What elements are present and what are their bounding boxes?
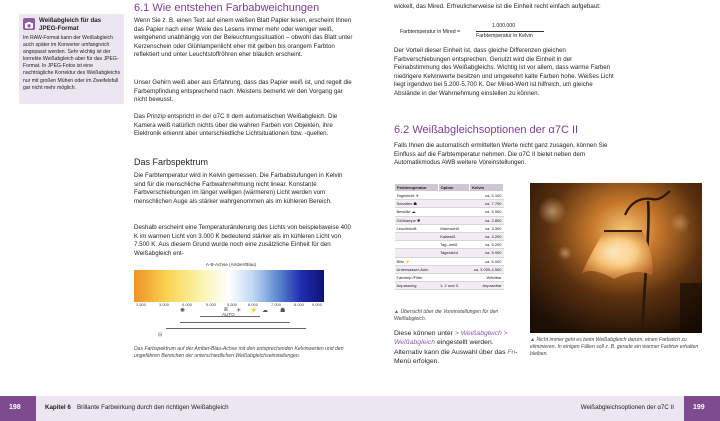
table-header: Option <box>438 184 470 192</box>
lamp-photo <box>530 183 702 333</box>
table-cell: Wählbar <box>470 273 504 281</box>
section-title-6-1: 6.1 Wie entstehen Farbabweichungen <box>134 2 320 14</box>
menu-instruction-paragraph <box>394 329 518 367</box>
sidebar-box <box>19 14 124 104</box>
running-title: Weißabgleichsoptionen der α7C II <box>580 404 674 411</box>
chapter-label: Kapitel 6 <box>45 404 71 411</box>
paragraph <box>394 3 616 12</box>
mired-intro: wickelt, das Mired. Erfreulicherweise ist die Einheit recht einfach aufgebaut: <box>394 3 601 10</box>
left-page-number: 198 <box>9 404 21 411</box>
table-cell: ca. 5.100 <box>470 192 504 200</box>
right-footer <box>360 396 684 421</box>
cloud-icon: ☁ <box>262 308 268 314</box>
sun-icon: ☀ <box>236 308 242 314</box>
table-cell: Tageslicht <box>438 249 470 257</box>
table-cell: Tag.-weiß <box>438 241 470 249</box>
tick-label: 5.000 <box>206 302 217 307</box>
custom-icon: ⊟ <box>158 332 163 338</box>
table-cell: ca. 5.900 <box>470 208 504 216</box>
table-cell: ca. 6.000 <box>470 257 504 265</box>
table-cell <box>438 273 470 281</box>
table-header-row <box>395 184 504 192</box>
left-page-number-box <box>0 396 36 421</box>
table-cell: Unterwasser-Auto <box>395 265 439 273</box>
table-row <box>395 241 504 249</box>
table-row <box>395 232 504 240</box>
table-cell <box>395 232 439 240</box>
table-cell: ca. 5.900 <box>470 249 504 257</box>
custom-range-bar <box>166 328 306 329</box>
table-cell: Farbtmp./Filter <box>395 273 439 281</box>
chapter-title: Brillante Farbwirkung durch den richtigen Weißabgleich <box>77 404 229 411</box>
section-title-6-2: 6.2 Weißabgleichsoptionen der α7C II <box>394 124 579 136</box>
mired-formula <box>400 23 550 43</box>
table-row <box>395 265 504 273</box>
table-cell: ca. 2.800 <box>470 216 504 224</box>
table-cell <box>395 241 439 249</box>
table-cell: ca. 3.000-4.500 <box>470 265 504 273</box>
tick-label: 4.000 <box>182 302 193 307</box>
subheading-farbspektrum: Das Farbspektrum <box>134 157 209 167</box>
text-span: eingestellt werden. Alternativ kann die Auswahl über das <box>394 339 506 356</box>
table-cell: Leuchtstoff: <box>395 224 439 232</box>
figure-caption: Das Farbspektrum auf der Amber-Blau-Achse mit den entsprechenden Kelvinwerten und den ungefähren Bereichen der unterschiedlichen Weißabgleichseinstellungen. <box>134 346 344 359</box>
left-footer <box>36 396 360 421</box>
wb-icons-row <box>180 307 300 315</box>
table-row <box>395 249 504 257</box>
table-cell: 1, 2 und 3. <box>438 282 470 290</box>
table-cell: Glühlampe ✺ <box>395 216 439 224</box>
table-cell <box>438 192 470 200</box>
paragraph: Falls Ihnen die automatisch ermittelten Werte nicht ganz zusagen, können Sie Einfluss auf die Farbtemperatur nehmen. Die α7C II bietet neben dem Automatikmodus AWB weitere Voreinstellungen. <box>394 142 608 167</box>
text-span: Diese können unter <box>394 330 453 337</box>
color-spectrum-bar <box>134 270 324 302</box>
table-cell: ca. 4.200 <box>470 232 504 240</box>
photo-caption: ▲ Nicht immer geht es beim Weißabgleich darum, einen Farbstich zu eliminieren. In einigen Fällen soll z. B. gerade ein warmer Farbton erhalten bleiben. <box>530 337 699 357</box>
menu-path-link: Weißabgleich <box>394 339 436 347</box>
table-caption-text: Übersicht über die Voreinstellungen für den Weißabgleich. <box>394 309 499 322</box>
table-cell: ca. 7.700 <box>470 200 504 208</box>
table-row <box>395 224 504 232</box>
photo-caption-text: Nicht immer geht es beim Weißabgleich darum, einen Farbstich zu eliminieren. In einigen Fällen soll z. B. gerade ein warmer Farbton erhalten bleiben. <box>530 337 699 357</box>
auto-range-bar <box>180 322 290 323</box>
table-row <box>395 200 504 208</box>
wb-presets-table <box>394 183 504 290</box>
table-cell: Anpassung <box>395 282 439 290</box>
tick-label: 6.000 <box>248 302 259 307</box>
table-cell <box>438 265 470 273</box>
flash-icon: ⚡ <box>250 308 258 314</box>
table-cell: Blitz ⚡ <box>395 257 439 265</box>
table-row <box>395 257 504 265</box>
table-row <box>395 282 504 290</box>
table-cell: Schatten ☗ <box>395 200 439 208</box>
paragraph: Das Prinzip entspricht in der α7C II dem automatischen Weißabgleich. Die Kamera weiß natürlich nichts über die wahren Farben von Objekten, ihre Elektronik erkennt aber unterschiedliche Lichtsituationen bzw. -quellen. <box>134 113 338 138</box>
paragraph: Unser Gehirn weiß aber aus Erfahrung, dass das Papier weiß ist, und regelt die Farbempfindung entsprechend nach. Meistens bemerkt wir den Vorgang gar nicht bewusst. <box>134 79 352 104</box>
table-cell: Bewölkt ☁ <box>395 208 439 216</box>
table-cell <box>395 249 439 257</box>
table-header: Kelvin <box>470 184 504 192</box>
tick-label: 3.000 <box>159 302 170 307</box>
auto-label: AUTO <box>222 312 235 317</box>
table-cell: ca. 5.200 <box>470 241 504 249</box>
tick-label: 5.500 <box>227 302 238 307</box>
spectrum-axis-title: A-B-Achse (Amber/Blau) <box>205 262 257 267</box>
sidebar-title: Weißabgleich für das JPEG-Format <box>39 17 102 32</box>
right-page-number-box <box>684 396 720 421</box>
table-row <box>395 208 504 216</box>
tick-label: 8.000 <box>294 302 305 307</box>
table-header: Farbtemperatur <box>395 184 439 192</box>
paragraph: Deshalb erscheint eine Temperaturänderung des Lichts von beispielsweise 400 K im warmen Licht von 3.000 K bedeutend stärker als im kühleren Licht von 7.500 K. Aus diesem Grund wurde noch eine zusätzliche Einheit für den Weißabgleich ent- <box>134 224 351 257</box>
fluorescent-icon: ⧈ <box>224 307 228 313</box>
sidebar-text: Im RAW-Format kann der Weißabgleich auch später im Konverter umfangreich angepasst werden. Sehr wichtig ist der korrekte Weißabgleich aber für das JPEG-Format. In JPEG-Fotos ist eine nachträgliche Korrektur des Weißabgleichs nur mit großen Mühen oder im Zweifelsfall gar nicht mehr möglich. <box>23 35 121 91</box>
tick-label: 2.500 <box>136 302 147 307</box>
table-row <box>395 192 504 200</box>
fraction-line <box>476 31 544 32</box>
bulb-icon: ✺ <box>180 308 186 314</box>
formula-denominator: Farbtemperatur in Kelvin <box>476 33 533 39</box>
paragraph: Wenn Sie z. B. einen Text auf einem weißen Blatt Papier lesen, erscheint Ihnen das Papier nach einer Weile des Lesens immer mehr oder weniger weiß, weitgehend unabhängig von der Beleuchtungssituation – obwohl das Blatt unter Kerzenschein oder Glühlampenlicht eher mit gelben bis orangem Farbton reflektiert und unter Leuchtstoffröhren eher bläulich erscheint. <box>134 17 353 59</box>
table-cell: Anpassbar <box>470 282 504 290</box>
menu-path-link: > Weißabgleich > <box>454 330 508 337</box>
shade-icon: ☗ <box>280 308 286 314</box>
table-caption: ▲ Übersicht über die Voreinstellungen für den Weißabgleich. <box>394 309 499 322</box>
formula-numerator: 1.000.000 <box>492 23 516 29</box>
table-cell: Warmweiß <box>438 224 470 232</box>
table-row <box>395 273 504 281</box>
table-cell <box>438 257 470 265</box>
tick-label: 9.000 <box>312 302 323 307</box>
table-cell <box>438 216 470 224</box>
table-cell: Kaltweiß <box>438 232 470 240</box>
table-cell <box>438 200 470 208</box>
table-cell: Tageslicht ☀ <box>395 192 439 200</box>
fn-menu-link: Fn <box>507 348 516 356</box>
paragraph: Die Farbtemperatur wird in Kelvin gemessen. Die Farbabstufungen in Kelvin sind für die menschliche Farbwahrnehmung nicht linear. Konstante Farbverschiebungen im länger welligen (wärmeren) Licht werden vom menschlichen Auge als stärker wahrgenommen als im kühleren Bereich. <box>134 172 343 205</box>
table-cell: ca. 3.300 <box>470 224 504 232</box>
paragraph: Der Vorteil dieser Einheit ist, dass gleiche Differenzen gleichen Farbverschiebungen entsprechen. Genutzt wird die Einheit in der Feinabstimmung des Weißabgleichs. Wichtig ist vor allem, dass warme Farben niedrigere Kelvinwerte besitzen und umgekehrt kalte Farben hohe. Weißes Licht liegt irgendwo bei 5.200-5.700 K. Der Mired-Wert ist hilfreich, um gleiche Abstände in der Wahrnehmung einstellen zu können. <box>394 47 614 97</box>
camera-icon <box>23 18 35 30</box>
tick-label: 7.000 <box>271 302 282 307</box>
table-row <box>395 216 504 224</box>
right-page-number: 199 <box>693 404 705 411</box>
table-cell <box>438 208 470 216</box>
formula-left: Farbtemperatur in Mired = <box>400 29 461 35</box>
text-span: -Menü erfolgen. <box>394 348 518 366</box>
